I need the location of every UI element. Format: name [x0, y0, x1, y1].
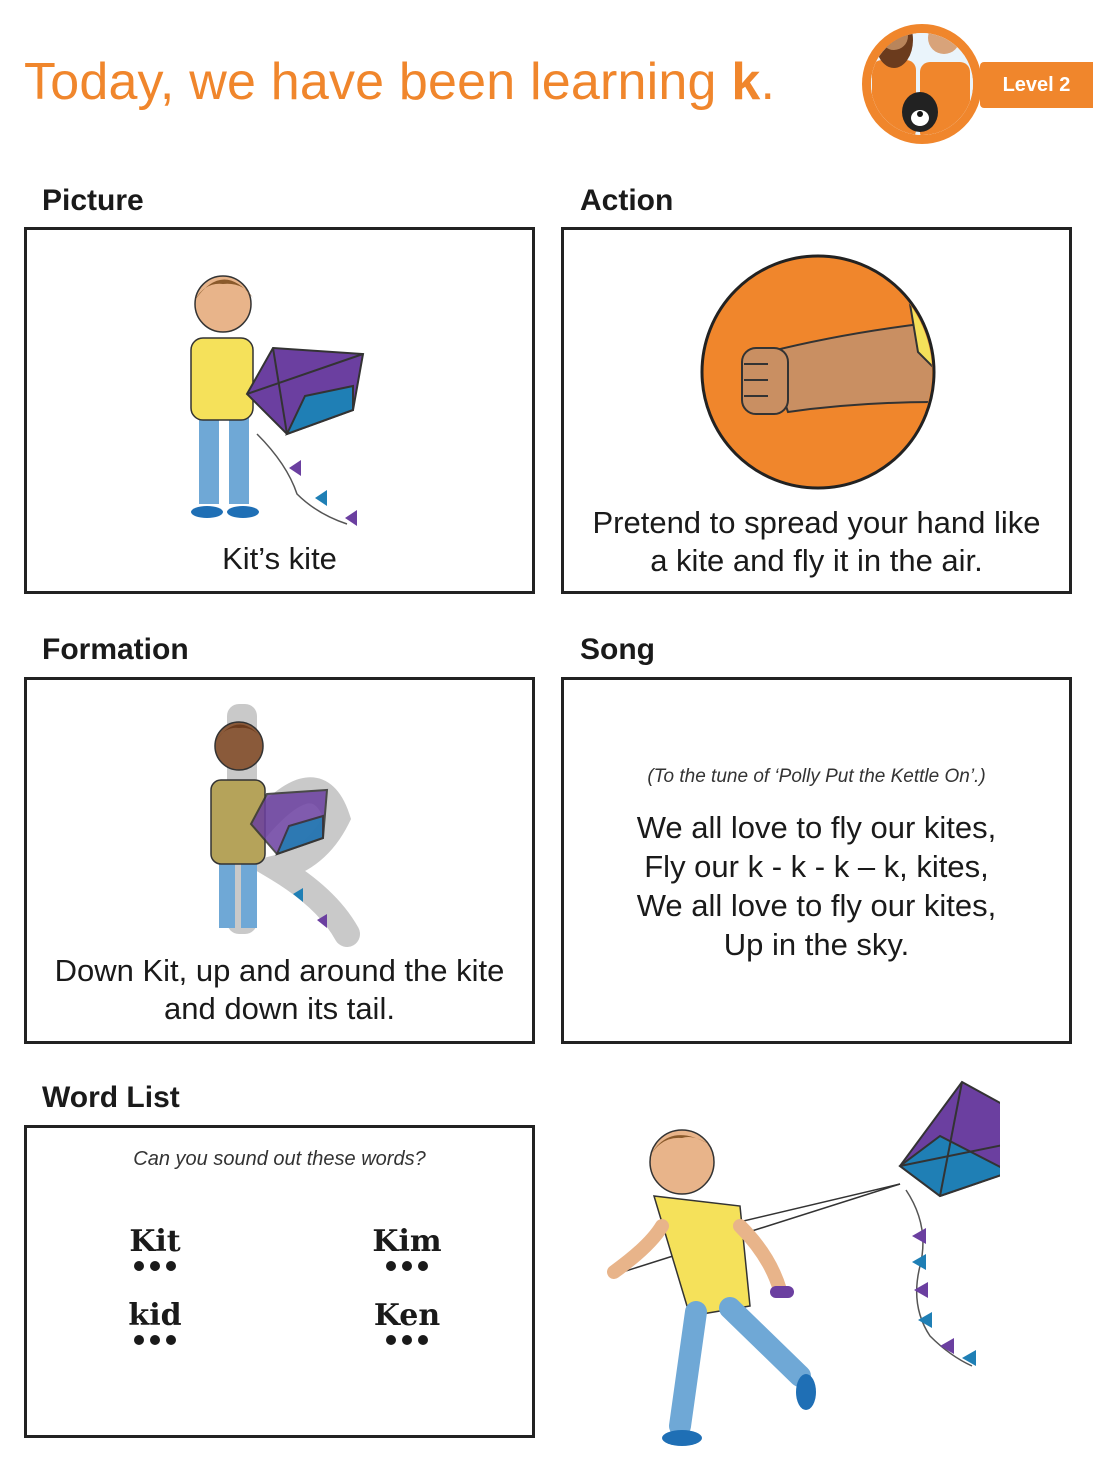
- word-text: Kim: [372, 1224, 442, 1259]
- boy-with-kite-image: [177, 254, 377, 534]
- word-list-box: [24, 1125, 535, 1438]
- song-label: Song: [580, 633, 655, 666]
- song-line: Up in the sky.: [723, 927, 910, 962]
- word-item: [95, 1224, 215, 1271]
- boy-flying-kite-illustration: [600, 1076, 1000, 1456]
- page-title: Today, we have been learning k.: [24, 53, 776, 111]
- picture-label: Picture: [42, 184, 144, 217]
- sound-dots: [347, 1261, 467, 1271]
- song-lyrics: [564, 808, 1069, 964]
- formation-label: Formation: [42, 633, 189, 666]
- song-tune-note: (To the tune of ‘Polly Put the Kettle On’.): [647, 766, 986, 787]
- formation-box: [24, 677, 535, 1044]
- word-list-prompt: Can you sound out these words?: [133, 1148, 426, 1170]
- picture-box: [24, 227, 535, 594]
- sound-dots: [347, 1335, 467, 1345]
- word-text: Ken: [373, 1298, 441, 1333]
- formation-caption: Down Kit, up and around the kite and down its tail.: [54, 953, 505, 1026]
- song-line: We all love to fly our kites,: [636, 888, 997, 923]
- word-text: Kit: [129, 1224, 181, 1259]
- word-list-label: Word List: [42, 1081, 180, 1114]
- sound-dots: [95, 1261, 215, 1271]
- song-box: [561, 677, 1072, 1044]
- action-caption: Pretend to spread your hand like a kite and fly it in the air.: [592, 505, 1041, 578]
- action-label: Action: [580, 184, 674, 217]
- sound-dots: [95, 1335, 215, 1345]
- song-line: We all love to fly our kites,: [636, 810, 997, 845]
- letter-k-formation-image: [197, 698, 367, 948]
- hand-action-image: [698, 252, 938, 492]
- picture-caption: Kit’s kite: [222, 541, 337, 576]
- song-line: Fly our k - k - k – k, kites,: [644, 849, 989, 884]
- level-badge: Level 2: [980, 62, 1093, 108]
- word-item: [95, 1298, 215, 1345]
- action-box: [561, 227, 1072, 594]
- word-item: [347, 1298, 467, 1345]
- word-text: kid: [128, 1298, 182, 1333]
- characters-badge-image: [862, 0, 984, 144]
- word-item: [347, 1224, 467, 1271]
